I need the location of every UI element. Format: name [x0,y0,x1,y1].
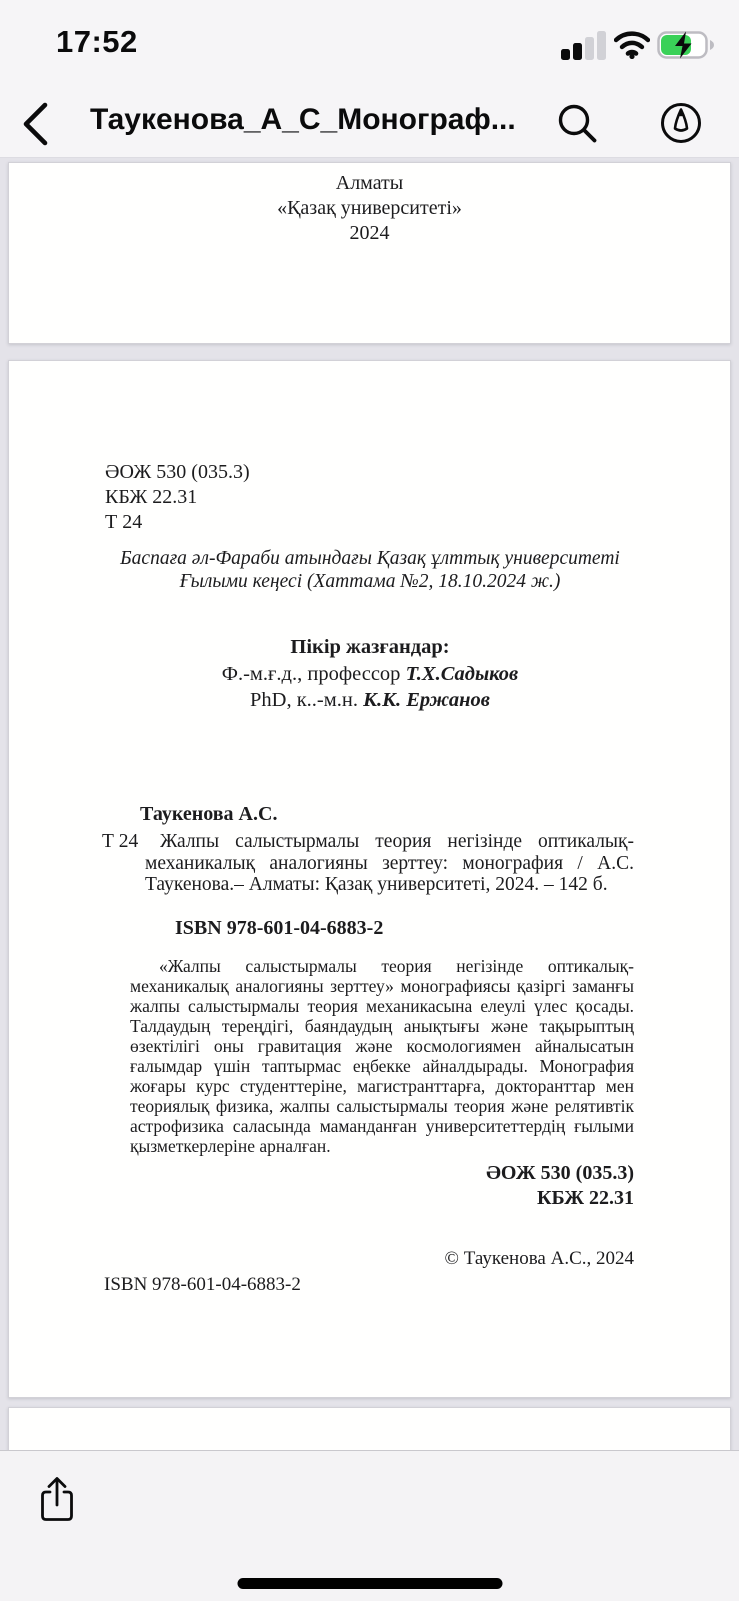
catalog-text: Жалпы салыстырмалы теория негізінде оптикалық-механикалық аналогияны зерттеу: монография / А.С. Таукенова.– Алматы: Қазақ университеті, 2024. – 142 б. [145,831,634,895]
catalog-entry [102,831,634,896]
approval-line-1: Баспаға әл-Фараби атындағы Қазақ ұлттық университеті [120,548,620,569]
cellular-signal-icon [561,30,607,60]
battery-charging-icon [657,30,715,60]
imprint-publisher: «Қазақ университеті» [277,197,462,219]
udc-block-top [105,460,250,535]
catalog-code-line: Т 24 [105,511,143,533]
reviewer-name: К.К. Ержанов [363,689,490,711]
wifi-icon [614,31,650,59]
udc-block-bottom [130,1161,634,1211]
author-heading: Таукенова А.С. [140,803,278,825]
reviewer-line: PhD, к..-м.н. К.К. Ержанов [250,689,490,711]
document-title: Таукенова_А_С_Монограф... [90,103,516,136]
approval-line-2: Ғылыми кеңесі (Хаттама №2, 18.10.2024 ж.) [179,571,561,592]
reviewers-block [109,634,631,714]
isbn-main: ISBN 978-601-04-6883-2 [175,917,384,939]
search-icon[interactable] [556,102,600,146]
udc-line: ӘОЖ 530 (035.3) [486,1162,634,1184]
imprint-year: 2024 [349,222,390,244]
document-page-1[interactable] [8,162,731,344]
approval-note [109,547,631,593]
isbn-footer: ISBN 978-601-04-6883-2 [104,1274,301,1295]
back-button[interactable] [20,101,50,147]
imprint-city: Алматы [335,172,404,194]
share-icon[interactable] [38,1475,76,1523]
home-indicator[interactable] [237,1578,502,1589]
bbk-line: КБЖ 22.31 [105,486,198,508]
catalog-label: Т 24 [102,831,139,852]
reviewer-line: Ф.-м.ғ.д., профессор Т.Х.Садыков [221,662,519,685]
status-icons [561,30,715,60]
status-time: 17:52 [56,24,138,59]
markup-pen-icon[interactable] [659,101,703,145]
document-page-2[interactable] [8,360,731,1398]
top-chrome [0,0,739,158]
copyright-line: © Таукенова А.С., 2024 [444,1248,634,1269]
udc-line: ӘОЖ 530 (035.3) [105,461,250,483]
reviewers-heading: Пікір жазғандар: [290,636,450,658]
reviewer-name: Т.Х.Садыков [405,662,519,685]
annotation-paragraph: «Жалпы салыстырмалы теория негізінде оптикалық-механикалық аналогияны зерттеу» монографиясы қазіргі заманғы жалпы салыстырмалы теория механикасына елеулі үлес қосады. Талдаудың тереңдігі, баяндаудың анықтығы және тақырыптың өзектілігі оны гравитация және космологиямен айналысатын ғалымдар үшін таптырмас еңбекке айналдырады. Монография жоғары курс студенттеріне, магистранттарға, докторанттар мен теориялық физика, жалпы салыстырмалы теория және релятивтік астрофизика саласында маманданған университеттердің ғылыми қызметкерлеріне арналған. [130,956,634,1156]
bottom-toolbar [0,1450,739,1601]
bbk-line: КБЖ 22.31 [536,1187,634,1209]
